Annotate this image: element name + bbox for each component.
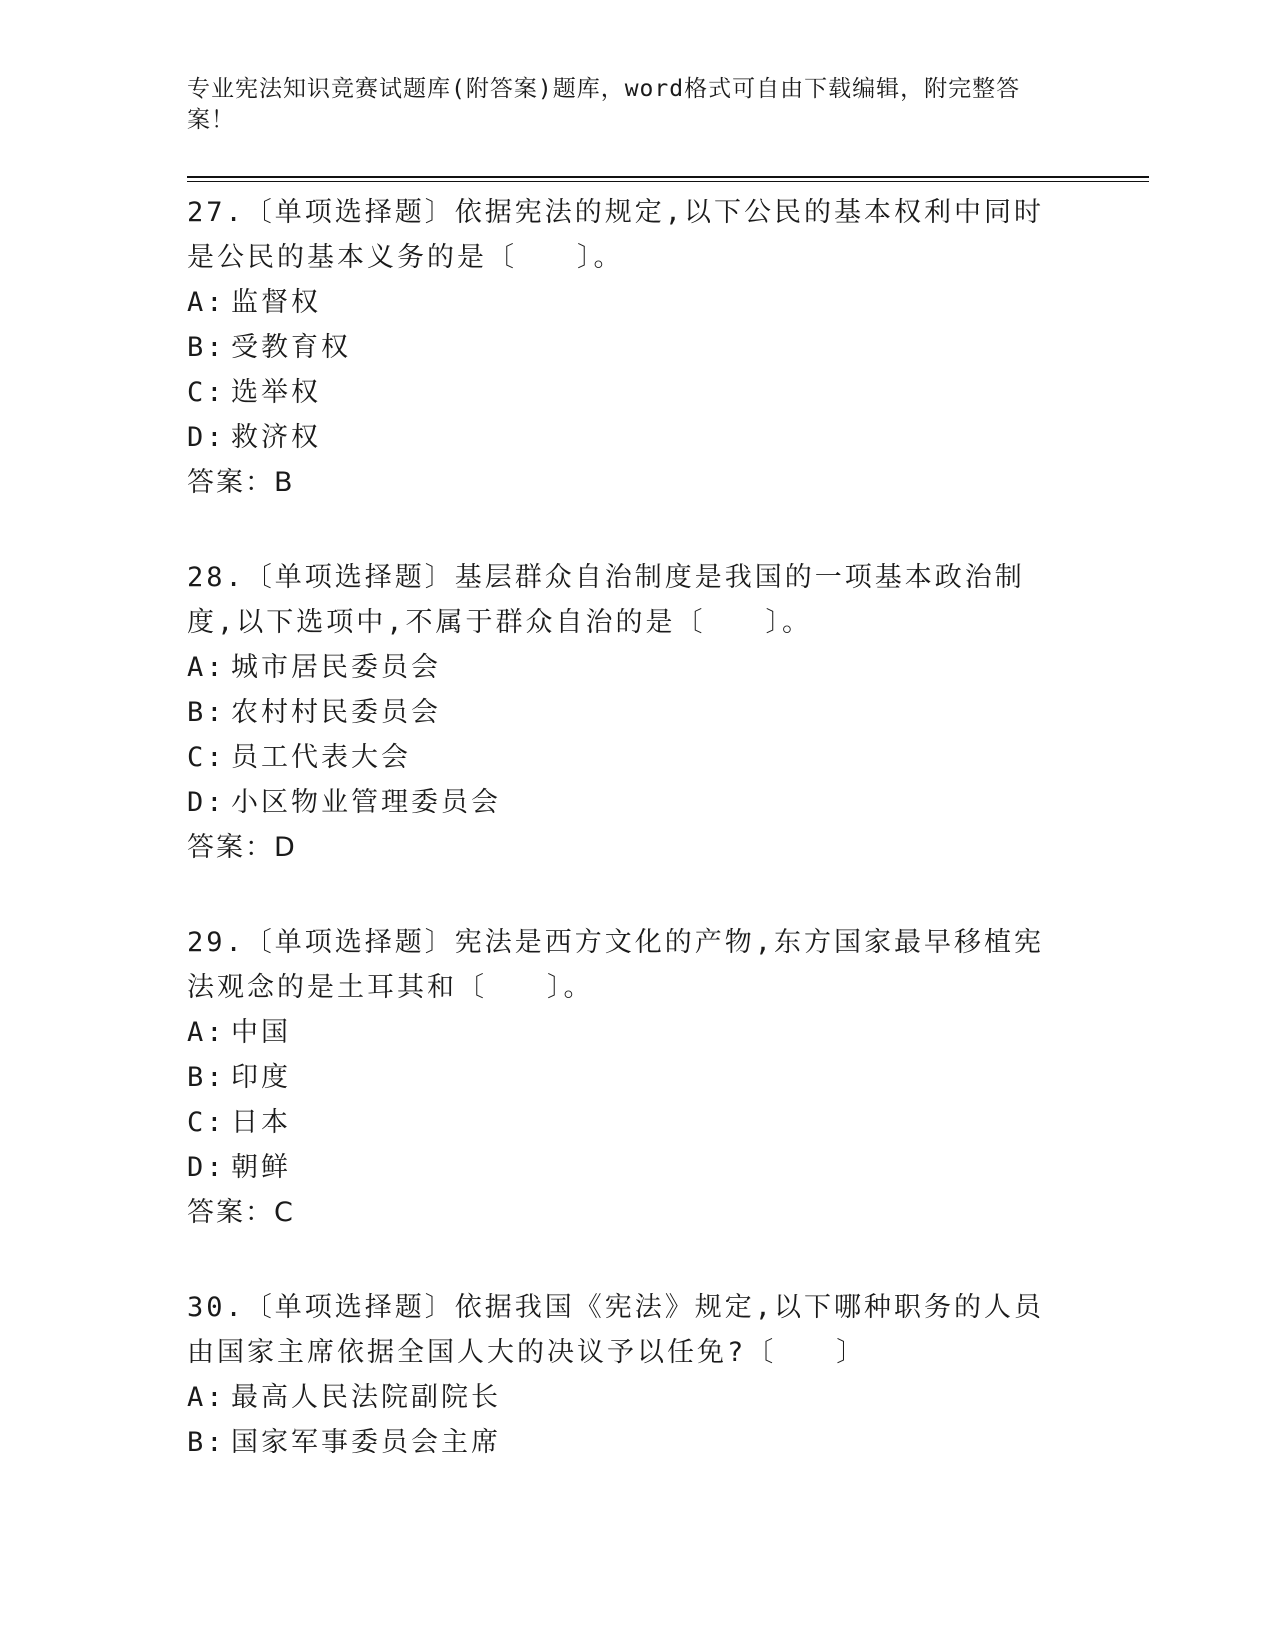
option-text: 朝鲜 — [231, 1152, 291, 1183]
option-key: D: — [187, 422, 226, 453]
option-a — [187, 1375, 1067, 1420]
option-key: C: — [187, 377, 226, 408]
option-a — [187, 645, 1067, 690]
answer-line: 答案：D — [187, 832, 297, 863]
question-29 — [187, 920, 1067, 1235]
option-key: C: — [187, 742, 226, 773]
question-27 — [187, 190, 1067, 505]
header-divider-thin — [187, 181, 1149, 182]
question-stem: 29.〔单项选择题〕宪法是西方文化的产物,东方国家最早移植宪法观念的是土耳其和〔 〕。 — [187, 927, 1045, 1003]
option-key: A: — [187, 1382, 226, 1413]
option-d — [187, 415, 1067, 460]
option-text: 受教育权 — [231, 332, 351, 363]
option-b — [187, 1420, 1067, 1465]
option-key: A: — [187, 652, 226, 683]
option-text: 印度 — [231, 1062, 291, 1093]
option-text: 小区物业管理委员会 — [231, 787, 501, 818]
option-text: 中国 — [231, 1017, 291, 1048]
question-28 — [187, 555, 1067, 870]
option-text: 国家军事委员会主席 — [231, 1427, 501, 1458]
answer-line: 答案：C — [187, 1197, 295, 1228]
option-key: A: — [187, 287, 226, 318]
document-header-note: 专业宪法知识竞赛试题库(附答案)题库，word格式可自由下载编辑，附完整答案！ — [187, 76, 1021, 133]
option-d — [187, 1145, 1067, 1190]
question-stem: 28.〔单项选择题〕基层群众自治制度是我国的一项基本政治制度,以下选项中,不属于群众自治的是〔 〕。 — [187, 562, 1025, 638]
option-text: 最高人民法院副院长 — [231, 1382, 501, 1413]
option-text: 救济权 — [231, 422, 321, 453]
option-d — [187, 780, 1067, 825]
question-stem: 27.〔单项选择题〕依据宪法的规定,以下公民的基本权利中同时是公民的基本义务的是〔 〕。 — [187, 197, 1045, 273]
option-text: 监督权 — [231, 287, 321, 318]
answer-line: 答案：B — [187, 467, 295, 498]
option-c — [187, 735, 1067, 780]
option-key: A: — [187, 1017, 226, 1048]
question-30 — [187, 1285, 1067, 1465]
option-key: C: — [187, 1107, 226, 1138]
option-a — [187, 280, 1067, 325]
option-key: B: — [187, 1427, 226, 1458]
option-b — [187, 325, 1067, 370]
option-key: B: — [187, 1062, 226, 1093]
option-b — [187, 690, 1067, 735]
option-text: 员工代表大会 — [231, 742, 411, 773]
option-text: 农村村民委员会 — [231, 697, 441, 728]
option-text: 日本 — [231, 1107, 291, 1138]
option-key: B: — [187, 332, 226, 363]
option-c — [187, 370, 1067, 415]
option-a — [187, 1010, 1067, 1055]
option-c — [187, 1100, 1067, 1145]
option-key: D: — [187, 787, 226, 818]
option-key: D: — [187, 1152, 226, 1183]
option-text: 选举权 — [231, 377, 321, 408]
header-divider-thick — [187, 176, 1149, 178]
question-stem: 30.〔单项选择题〕依据我国《宪法》规定,以下哪种职务的人员由国家主席依据全国人大的决议予以任免?〔 〕 — [187, 1292, 1045, 1368]
option-text: 城市居民委员会 — [231, 652, 441, 683]
option-b — [187, 1055, 1067, 1100]
option-key: B: — [187, 697, 226, 728]
